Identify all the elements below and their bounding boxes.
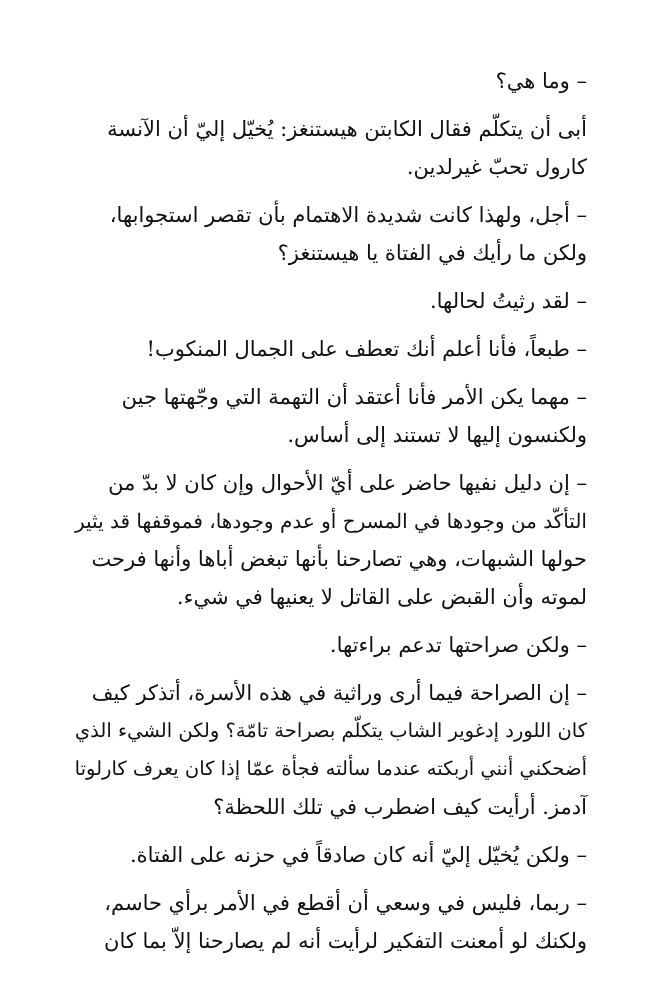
text-line: ولكنسون إليها لا تستند إلى أساس. (287, 423, 587, 447)
book-page (64, 62, 587, 970)
text-line: – ولكن صراحتها تدعم براءتها. (329, 633, 587, 657)
text-line: حولها الشبهات، وهي تصارحنا بأنها تبغض أباها وأنها فرحت (91, 547, 587, 571)
text-line: – مهما يكن الأمر فأنا أعتقد أن التهمة التي وجّهتها جين (121, 385, 587, 409)
text-line: – طبعاً، فأنا أعلم أنك تعطف على الجمال المنكوب! (146, 337, 587, 361)
paragraph-7 (64, 464, 587, 616)
text-line: كان اللورد إدغوير الشاب يتكلّم بصراحة تامّة؟ ولكن الشيء الذي (74, 719, 587, 742)
paragraph-3 (64, 196, 587, 272)
text-line: أضحكني أنني أربكته عندما سألته فجأة عمّا إذا كان يعرف كارلوتا (74, 757, 587, 780)
text-line: التأكّد من وجودها في المسرح أو عدم وجودها، فموقفها قد يثير (74, 509, 587, 533)
text-line: – ولكن يُخيّل إليّ أنه كان صادقاً في حزنه على الفتاة. (130, 843, 587, 867)
text-line: – لقد رثيتُ لحالها. (429, 289, 587, 313)
paragraph-8 (64, 626, 587, 664)
paragraph-11 (64, 884, 587, 960)
text-line: – أجل، ولهذا كانت شديدة الاهتمام بأن تقصر استجوابها، (109, 203, 587, 227)
text-line: لموته وأن القبض على القاتل لا يعنيها في شيء. (176, 585, 587, 609)
paragraph-4 (64, 282, 587, 320)
paragraph-2 (64, 110, 587, 186)
paragraph-9 (64, 674, 587, 826)
paragraph-10 (64, 836, 587, 874)
text-line: ولكن ما رأيك في الفتاة يا هيستنغز؟ (277, 241, 587, 265)
text-line: ولكنك لو أمعنت التفكير لرأيت أنه لم يصارحنا إلاّ بما كان (104, 929, 587, 953)
paragraph-6 (64, 378, 587, 454)
text-line: كارول تحبّ غيرلدين. (406, 155, 587, 179)
text-line: آدمز. أرأيت كيف اضطرب في تلك اللحظة؟ (213, 795, 587, 819)
text-line: – وما هي؟ (495, 69, 587, 93)
paragraph-5 (64, 330, 587, 368)
text-line: – ربما، فليس في وسعي أن أقطع في الأمر برأي حاسم، (104, 891, 587, 915)
paragraph-1 (64, 62, 587, 100)
text-line: أبى أن يتكلّم فقال الكابتن هيستنغز: يُخيّل إليّ أن الآنسة (107, 117, 587, 141)
text-line: – إن دليل نفيها حاضر على أيّ الأحوال وإن كان لا بدّ من (108, 471, 587, 495)
text-line: – إن الصراحة فيما أرى وراثية في هذه الأسرة، أتذكر كيف (91, 681, 587, 705)
